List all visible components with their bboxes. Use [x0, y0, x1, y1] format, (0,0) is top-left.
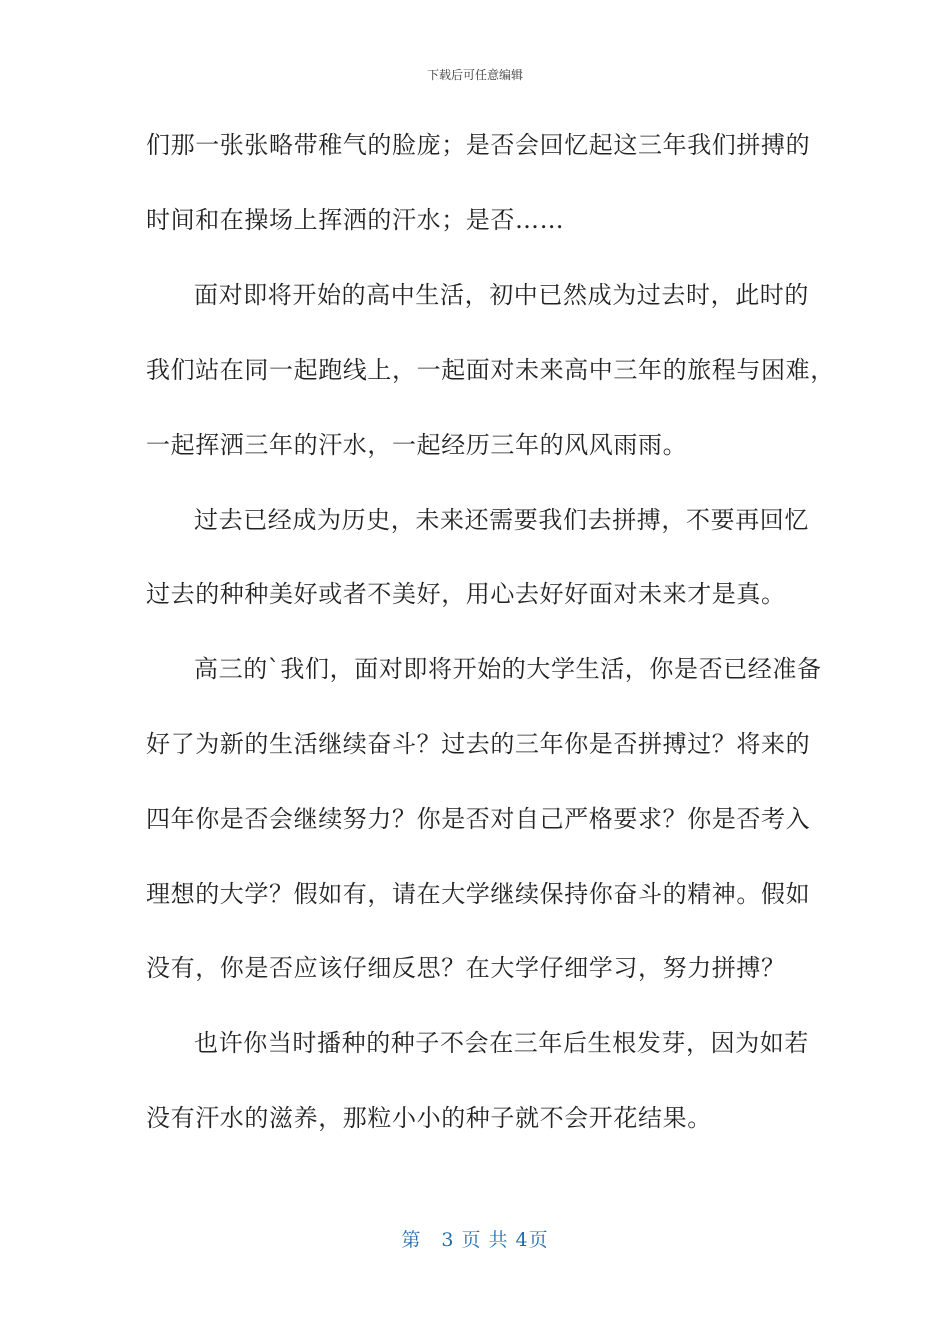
page-header: 下载后可任意编辑 — [426, 68, 523, 82]
text-line: 没有，你是否应该仔细反思？在大学仔细学习，努力拼搏？ — [146, 954, 786, 982]
text-line: 理想的大学？假如有，请在大学继续保持你奋斗的精神。假如 — [146, 880, 811, 908]
text-line: 过去的种种美好或者不美好，用心去好好面对未来才是真。 — [146, 580, 786, 608]
text-line: 我们站在同一起跑线上，一起面对未来高中三年的旅程与困难， — [146, 356, 835, 384]
page-number-footer: 第 3 页 共 4页 — [401, 1229, 549, 1251]
text-line: 们那一张张略带稚气的脸庞；是否会回忆起这三年我们拼搏的 — [146, 131, 811, 159]
paragraph-start-line: 过去已经成为历史，未来还需要我们去拼搏，不要再回忆 — [194, 506, 809, 534]
paragraph-start-line: 也许你当时播种的种子不会在三年后生根发芽，因为如若 — [194, 1029, 809, 1057]
paragraph-start-line: 高三的`我们，面对即将开始的大学生活，你是否已经准备 — [194, 655, 822, 683]
text-line: 一起挥洒三年的汗水，一起经历三年的风风雨雨。 — [146, 431, 688, 459]
text-line: 没有汗水的滋养，那粒小小的种子就不会开花结果。 — [146, 1104, 712, 1132]
text-line: 时间和在操场上挥洒的汗水；是否…… — [146, 206, 565, 234]
text-line: 四年你是否会继续努力？你是否对自己严格要求？你是否考入 — [146, 805, 811, 833]
text-line: 好了为新的生活继续奋斗？过去的三年你是否拼搏过？将来的 — [146, 730, 811, 758]
paragraph-start-line: 面对即将开始的高中生活，初中已然成为过去时，此时的 — [194, 281, 809, 309]
